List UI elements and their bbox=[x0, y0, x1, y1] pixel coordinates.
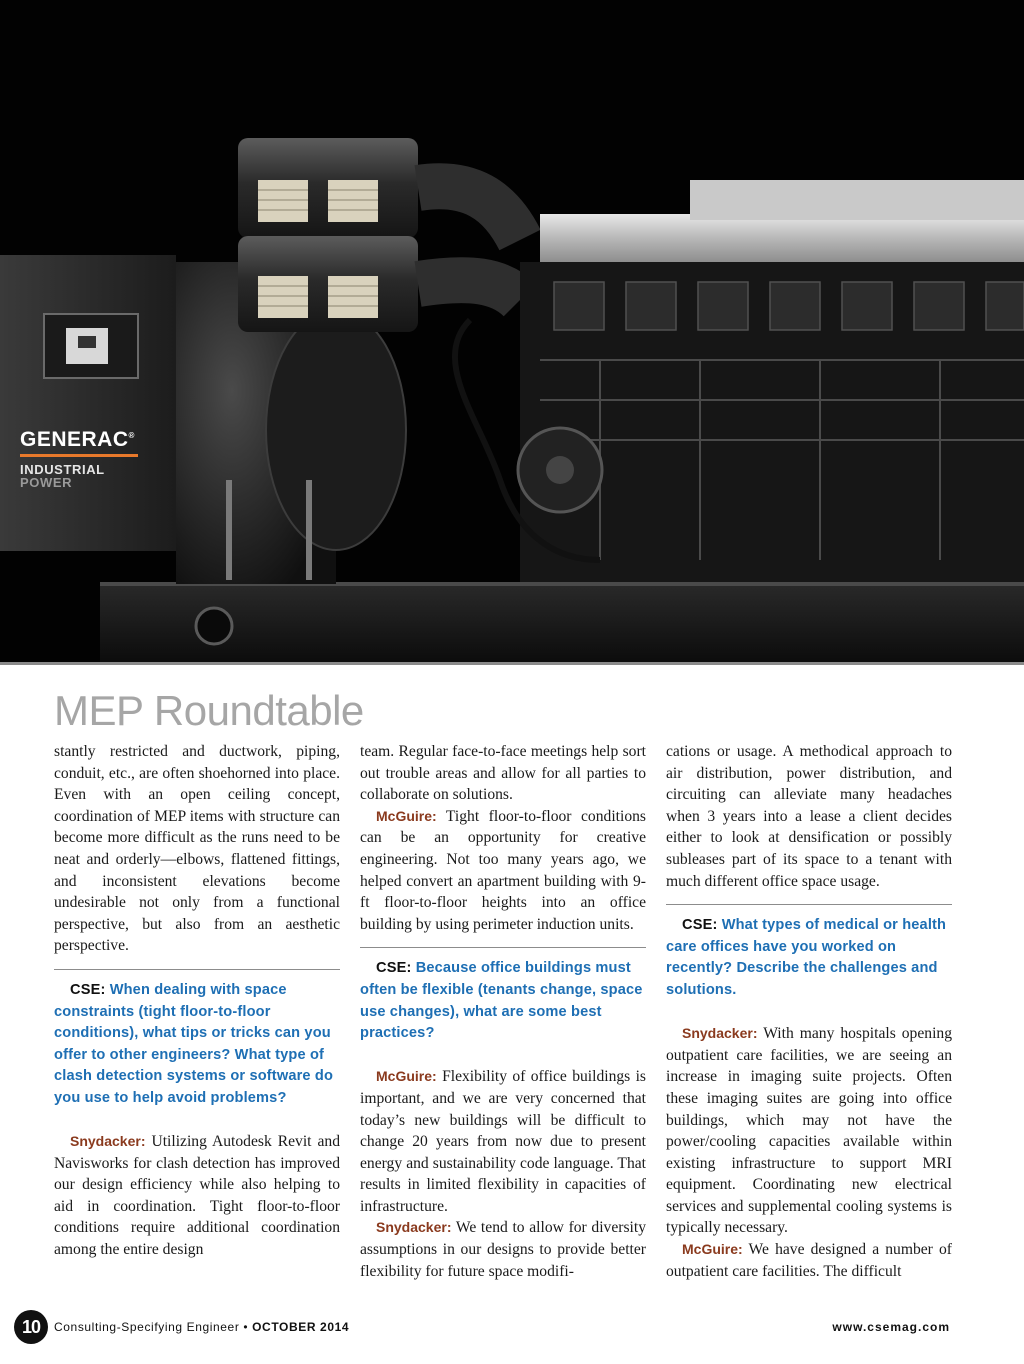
answer-text: Tight floor-to-floor conditions can be an opportunity for creative engineering. Not too many years ago, we helped convert an apartment building with 9-ft floor-to-floor heights into an office building by using perimeter induction units. bbox=[360, 807, 646, 933]
issue-date: OCTOBER 2014 bbox=[252, 1320, 350, 1334]
question bbox=[360, 958, 646, 1044]
column-2 bbox=[360, 741, 646, 1282]
body-paragraph: team. Regular face-to-face meetings help sort out trouble areas and allow for all parties to collaborate on solutions. bbox=[360, 743, 646, 804]
answer-paragraph bbox=[360, 806, 646, 936]
question-text: Because office buildings must often be flexible (tenants change, space use changes), what are some best practices? bbox=[360, 960, 643, 1042]
answer-paragraph bbox=[666, 1239, 952, 1282]
hero-divider bbox=[0, 662, 1024, 665]
hero-photo bbox=[0, 0, 1024, 662]
column-1 bbox=[54, 741, 340, 1261]
answer-text: Utilizing Autodesk Revit and Navisworks for clash detection has improved our design efficiency while also helping to aid in coordination. Tight floor-to-floor conditions require additional coordination among the entire design bbox=[54, 1133, 340, 1259]
question-tag: CSE: bbox=[682, 917, 718, 934]
footer-publication bbox=[54, 1320, 349, 1334]
speaker-name: Snydacker: bbox=[70, 1133, 146, 1150]
answer-text: We tend to allow for diversity assumptions in our designs to provide better flexibility for future space modifi- bbox=[360, 1219, 646, 1280]
logo-accent-bar bbox=[20, 454, 138, 457]
question-text: When dealing with space constraints (tight floor-to-floor conditions), what tips or tricks can you offer to other engineers? What type of clash detection systems or software do you use to help avoid problems? bbox=[54, 981, 334, 1106]
speaker-name: Snydacker: bbox=[376, 1219, 452, 1236]
generator-illustration bbox=[0, 0, 1024, 662]
body-paragraph: cations or usage. A methodical approach to air distribution, power distribution, and circuiting can alleviate many headaches when 3 years into a lease a client decides either to look at densification or possibly subleases part of its space to a tenant with much different office space usage. bbox=[666, 743, 952, 890]
answer-text: With many hospitals opening outpatient care facilities, we are seeing an increase in imaging suite projects. Often these imaging suites are going into office buildings, which may not have the power/cooling capacities available within existing infrastructure to support MRI equipment. Coordinating new electrical services and supplemental cooling systems is typically necessary. bbox=[666, 1025, 952, 1237]
answer-paragraph bbox=[54, 1131, 340, 1261]
speaker-name: McGuire: bbox=[376, 1068, 437, 1085]
question bbox=[54, 980, 340, 1110]
question bbox=[666, 915, 952, 1001]
footer-separator: • bbox=[243, 1320, 249, 1334]
logo-line-industrial: INDUSTRIAL bbox=[20, 462, 105, 477]
question-tag: CSE: bbox=[70, 981, 106, 998]
question-divider bbox=[360, 947, 646, 948]
logo-brand: GENERAC® bbox=[20, 428, 135, 451]
column-3 bbox=[666, 741, 952, 1282]
page-number-badge: 10 bbox=[14, 1310, 48, 1344]
answer-paragraph bbox=[360, 1217, 646, 1282]
speaker-name: McGuire: bbox=[682, 1241, 743, 1258]
question-divider bbox=[54, 969, 340, 970]
publication-name: Consulting-Specifying Engineer bbox=[54, 1320, 240, 1334]
answer-paragraph bbox=[666, 1023, 952, 1239]
answer-paragraph bbox=[360, 1066, 646, 1217]
question-divider bbox=[666, 904, 952, 905]
footer-website-link[interactable]: www.csemag.com bbox=[832, 1320, 950, 1334]
section-title: MEP Roundtable bbox=[54, 687, 364, 734]
question-tag: CSE: bbox=[376, 960, 412, 977]
answer-text: We have designed a number of outpatient care facilities. The difficult bbox=[666, 1241, 953, 1280]
answer-text: Flexibility of office buildings is important, and we are very concerned that today’s new buildings will be difficult to change 20 years from now due to present energy and sustainability code language. That results in limited flexibility in capacities of infrastructure. bbox=[360, 1068, 647, 1215]
question-text: What types of medical or health care offices have you worked on recently? Describe the challenges and solutions. bbox=[666, 917, 947, 998]
speaker-name: McGuire: bbox=[376, 807, 437, 824]
logo-line-power: POWER bbox=[20, 475, 73, 490]
generac-logo bbox=[20, 424, 180, 489]
speaker-name: Snydacker: bbox=[682, 1025, 758, 1042]
body-paragraph: stantly restricted and ductwork, piping, conduit, etc., are often shoehorned into place. Even with an open ceiling concept, coordination of MEP items with structure can become more difficult as the runs need to be neat and orderly—elbows, flattened fittings, and inconsistent elevations become undesirable not only from a functional perspective, but also from an aesthetic perspective. bbox=[54, 743, 340, 955]
